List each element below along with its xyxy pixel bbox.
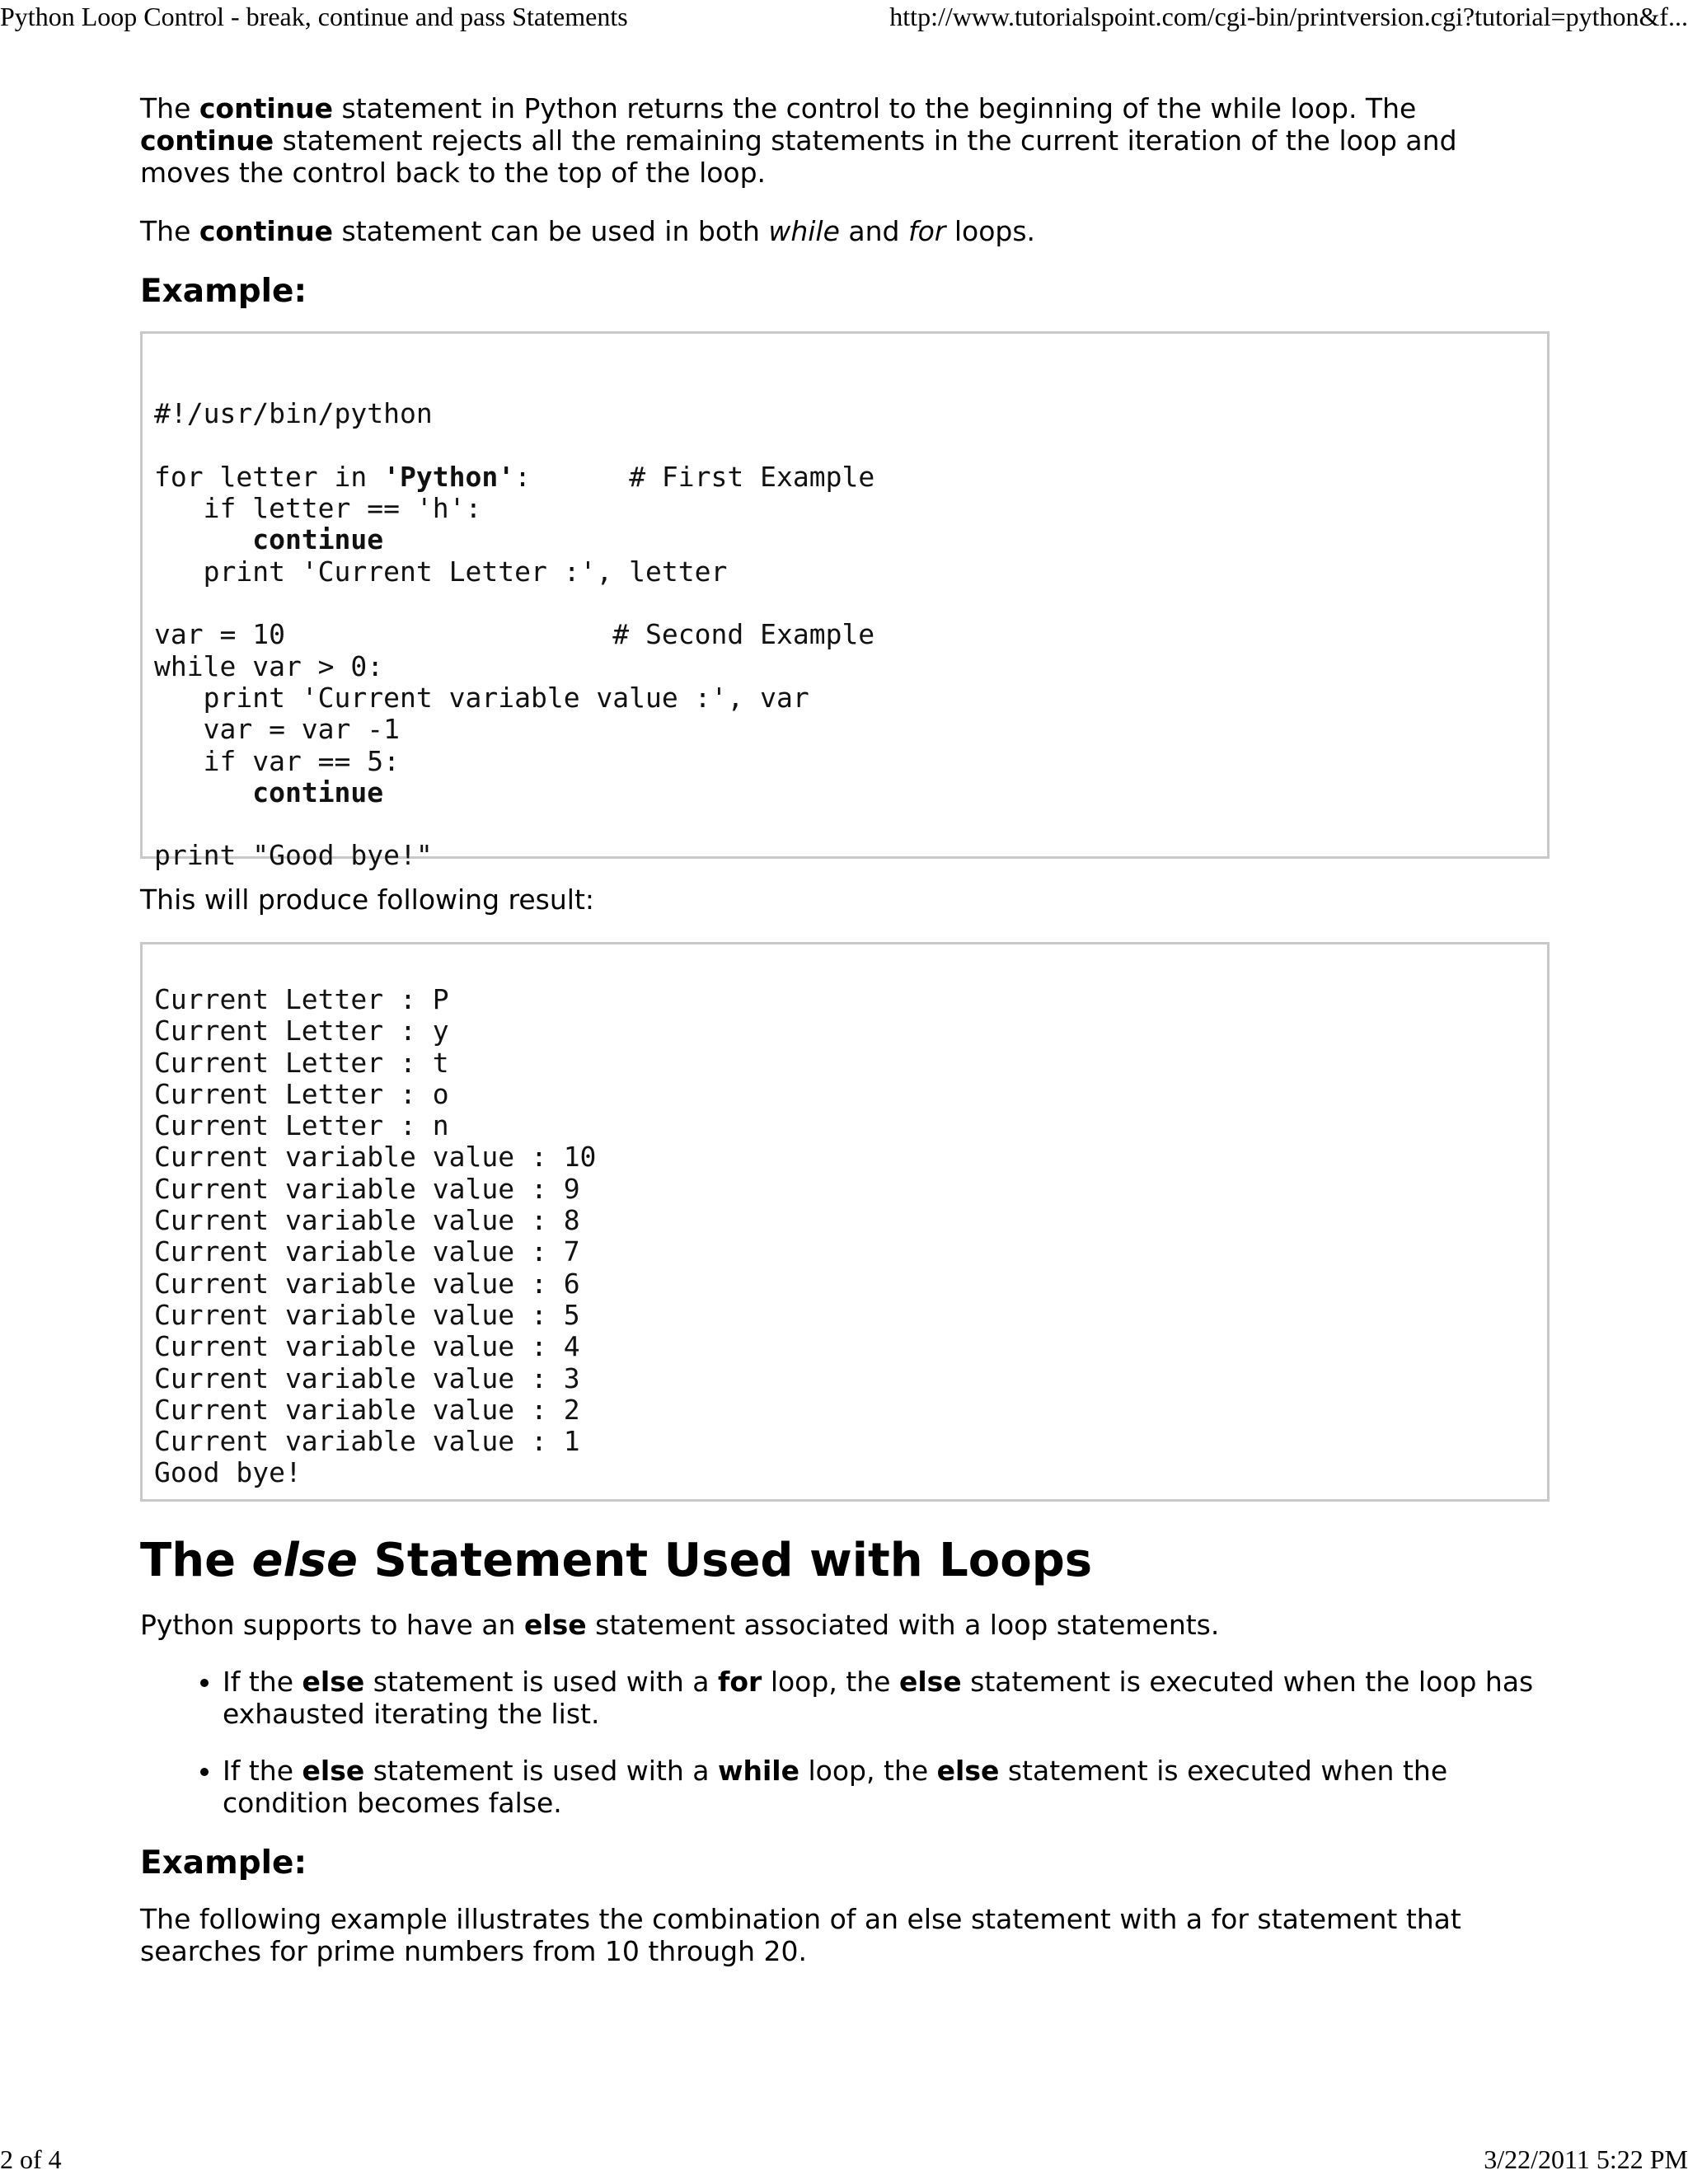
code-line: if letter == 'h': [154,492,482,525]
result-label: This will produce following result: [140,883,595,916]
code-output-box [140,942,1550,1502]
list-item: • If the else statement is used with a while loop, the else statement is executed when the condition becomes false. [223,1755,1550,1819]
code-line-blank [154,588,1536,619]
code-line: continue [252,523,384,556]
output-line: Current variable value : 9 [154,1172,580,1205]
output-line: Current Letter : P [154,983,449,1015]
code-line: while var > 0: [154,649,384,682]
article-content [140,92,1550,1967]
output-line: Current variable value : 3 [154,1361,580,1394]
example-heading-2: Example: [140,1844,307,1882]
output-line: Current variable value : 8 [154,1204,580,1237]
code-line: print 'Current Letter :', letter [154,555,728,588]
else-intro-paragraph: Python supports to have an else statement associated with a loop statements. [140,1609,1220,1641]
output-line: Current variable value : 10 [154,1141,597,1174]
code-line: for letter in 'Python': # First Example [154,460,875,493]
output-line: Current Letter : y [154,1015,449,1047]
code-line: print "Good bye!" [154,839,433,872]
code-line-blank [154,430,1536,462]
page-footer-datetime: 3/22/2011 5:22 PM [1484,2144,1688,2174]
code-line-blank [154,808,1536,840]
code-line: if var == 5: [154,744,401,777]
section-heading-else: The else Statement Used with Loops [140,1534,1093,1587]
output-line: Current variable value : 7 [154,1235,580,1268]
code-line: #!/usr/bin/python [154,397,433,430]
output-line: Current variable value : 5 [154,1298,580,1331]
output-line: Current variable value : 6 [154,1267,580,1300]
page-footer-pagenum: 2 of 4 [0,2144,62,2174]
else-example-paragraph: The following example illustrates the combination of an else statement with a for statement that searches for prime numbers from 10 through 20. [140,1903,1461,1967]
output-line: Current Letter : n [154,1109,449,1142]
else-bullet-list [140,1666,1550,1819]
list-item: • If the else statement is used with a for loop, the else statement is executed when the loop has exhausted iterating the list. [223,1666,1550,1730]
code-line: print 'Current variable value :', var [154,681,809,714]
code-example-continue [140,331,1550,872]
code-line: var = var -1 [154,713,401,746]
output-line: Current variable value : 2 [154,1393,580,1426]
code-line: continue [252,776,384,808]
code-line: var = 10 # Second Example [154,618,875,651]
output-line: Current variable value : 1 [154,1425,580,1458]
intro-paragraph-2: The continue statement can be used in both while and for loops. [140,215,1036,247]
intro-paragraph-1: The continue statement in Python returns the control to the beginning of the while loop. The continue statement rejects all the remaining statements in the current iteration of the loop and moves the control back to the top of the loop. [140,92,1457,189]
output-line: Current Letter : t [154,1046,449,1079]
output-line: Good bye! [154,1456,302,1489]
example-heading-1: Example: [140,273,307,310]
page-header-url: http://www.tutorialspoint.com/cgi-bin/printversion.cgi?tutorial=python&f... [889,2,1688,31]
page-header-title: Python Loop Control - break, continue and pass Statements [0,2,628,31]
output-line: Current Letter : o [154,1077,449,1110]
output-line: Current variable value : 4 [154,1330,580,1363]
